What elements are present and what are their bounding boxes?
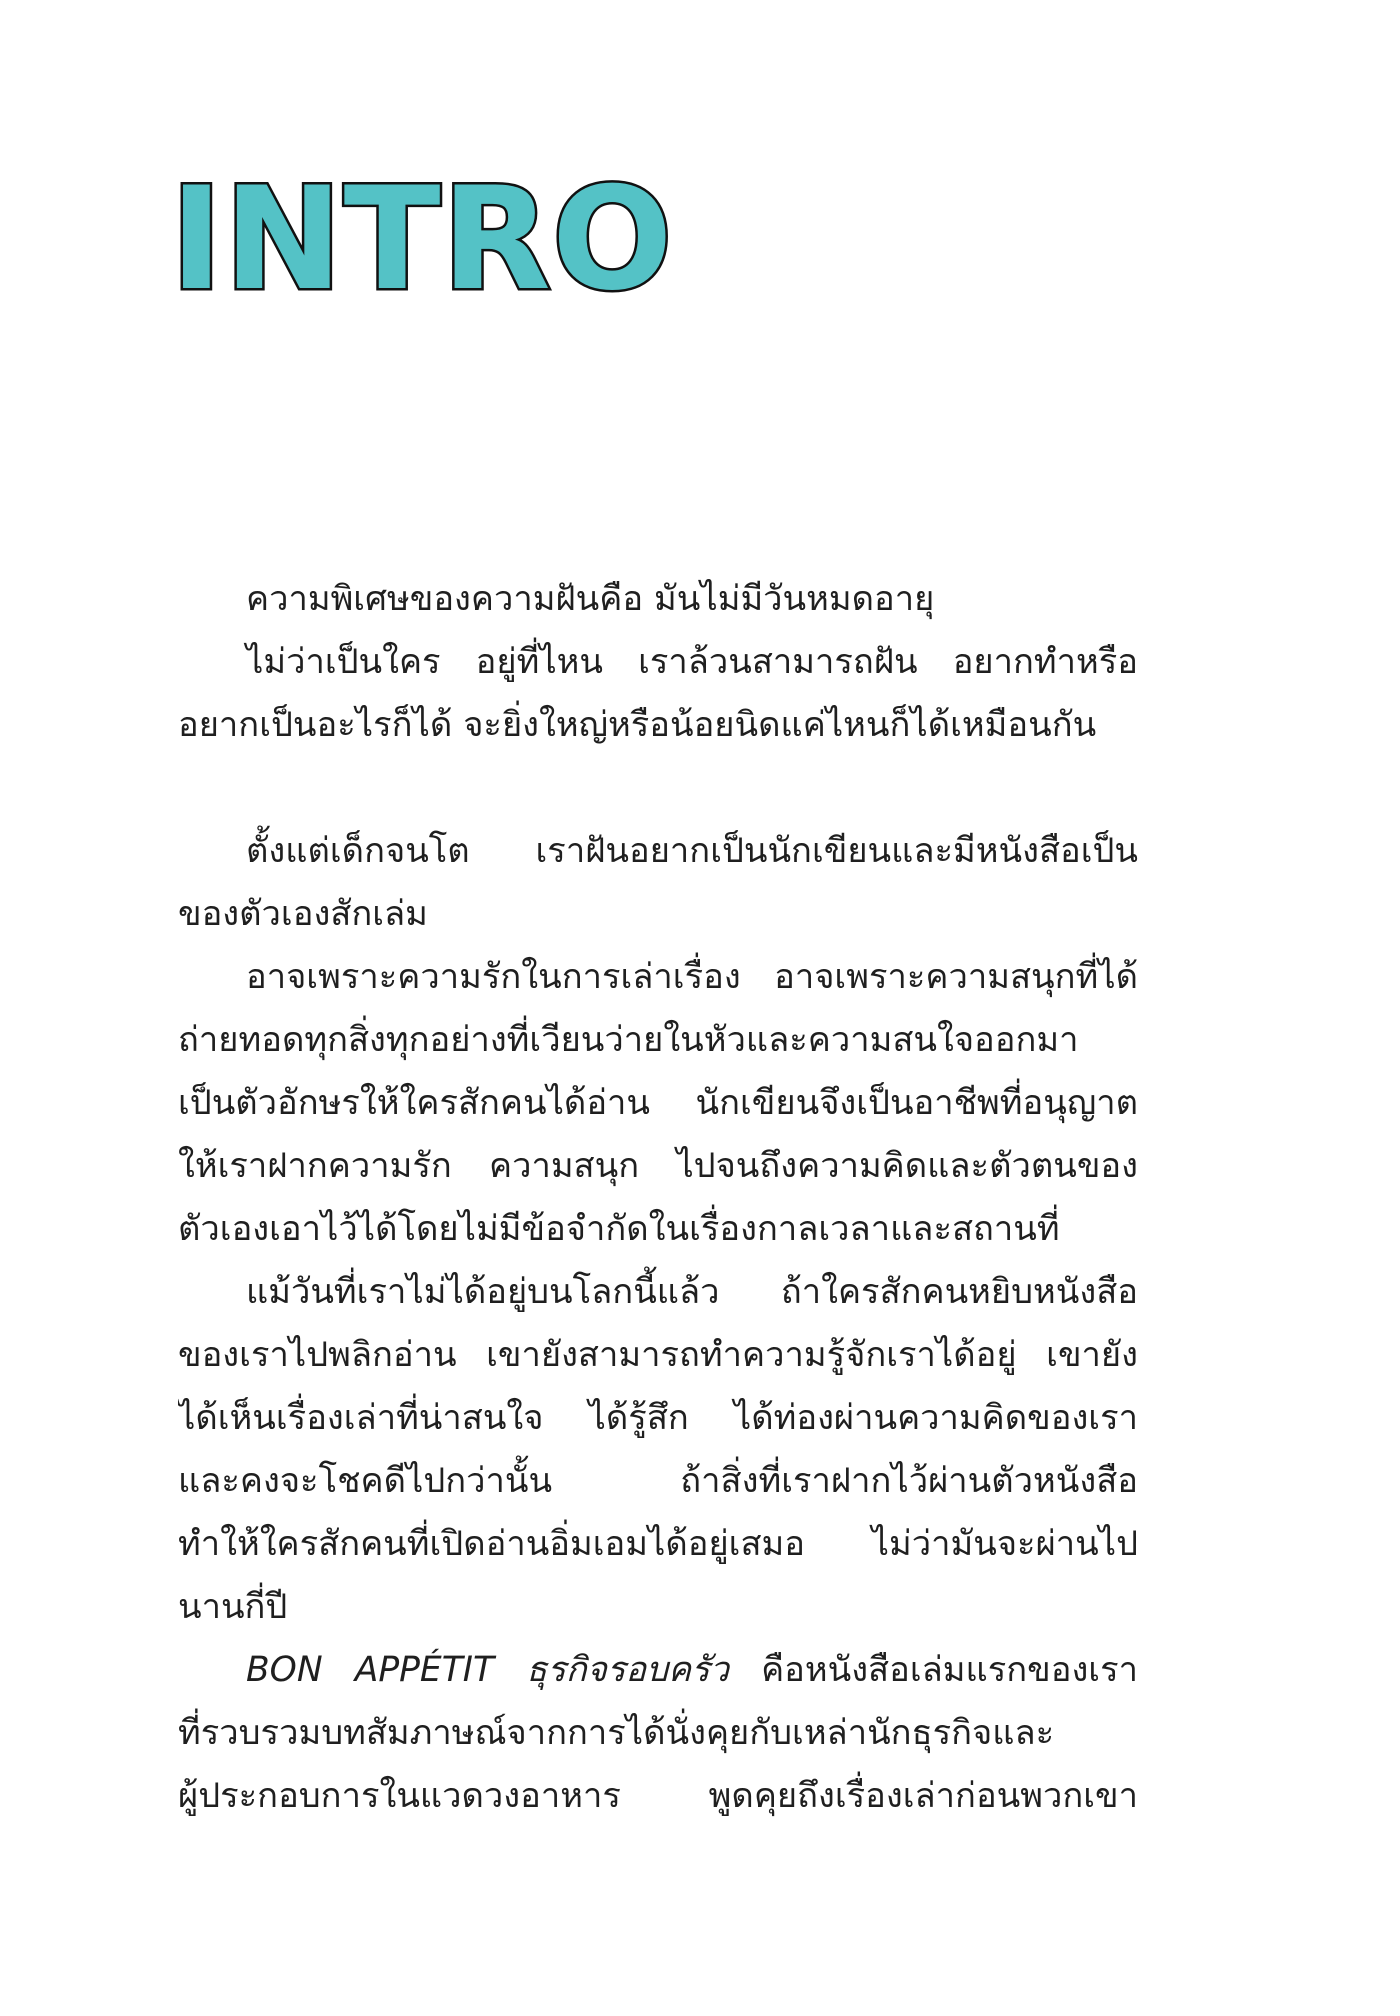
paragraph-5-line-2: ของเราไปพลิกอ่าน เขายังสามารถทำความรู้จักเราได้อยู่ เขายัง xyxy=(178,1335,1138,1375)
paragraph-5-line-4: และคงจะโชคดีไปกว่านั้น ถ้าสิ่งที่เราฝากไว้ผ่านตัวหนังสือ xyxy=(178,1461,1138,1501)
paragraph-5-line-6: นานกี่ปี xyxy=(178,1587,288,1627)
paragraph-6-line-2: ที่รวบรวมบทสัมภาษณ์จากการได้นั่งคุยกับเหล่านักธุรกิจและ xyxy=(178,1713,1055,1753)
paragraph-2-line-1: ไม่ว่าเป็นใคร อยู่ที่ไหน เราล้วนสามารถฝัน อยากทำหรือ xyxy=(246,642,1138,682)
paragraph-gap xyxy=(178,757,1138,820)
intro-title xyxy=(170,157,690,330)
paragraph-6-line-1-rest: คือหนังสือเล่มแรกของเรา xyxy=(761,1650,1138,1690)
paragraph-4-line-2: ถ่ายทอดทุกสิ่งทุกอย่างที่เวียนว่ายในหัวและความสนใจออกมา xyxy=(178,1020,1079,1060)
paragraph-6-line-3: ผู้ประกอบการในแวดวงอาหาร พูดคุยถึงเรื่องเล่าก่อนพวกเขา xyxy=(178,1776,1138,1816)
intro-body xyxy=(178,568,1138,1828)
paragraph-3-line-1: ตั้งแต่เด็กจนโต เราฝันอยากเป็นนักเขียนและมีหนังสือเป็น xyxy=(246,831,1138,871)
paragraph-4-line-3: เป็นตัวอักษรให้ใครสักคนได้อ่าน นักเขียนจึงเป็นอาชีพที่อนุญาต xyxy=(178,1083,1138,1123)
paragraph-4-line-4: ให้เราฝากความรัก ความสนุก ไปจนถึงความคิดและตัวตนของ xyxy=(178,1146,1138,1186)
paragraph-5-line-3: ได้เห็นเรื่องเล่าที่น่าสนใจ ได้รู้สึก ได้ท่องผ่านความคิดของเรา xyxy=(178,1398,1138,1438)
paragraph-2-line-2: อยากเป็นอะไรก็ได้ จะยิ่งใหญ่หรือน้อยนิดแค่ไหนก็ได้เหมือนกัน xyxy=(178,705,1097,745)
paragraph-4-line-1: อาจเพราะความรักในการเล่าเรื่อง อาจเพราะความสนุกที่ได้ xyxy=(246,957,1138,997)
intro-title-text: INTRO xyxy=(170,157,674,322)
paragraph-3-line-2: ของตัวเองสักเล่ม xyxy=(178,894,428,934)
paragraph-4-line-5: ตัวเองเอาไว้ได้โดยไม่มีข้อจำกัดในเรื่องกาลเวลาและสถานที่ xyxy=(178,1209,1060,1249)
paragraph-5-line-1: แม้วันที่เราไม่ได้อยู่บนโลกนี้แล้ว ถ้าใครสักคนหยิบหนังสือ xyxy=(246,1272,1138,1312)
book-title-en: BON APPÉTIT xyxy=(246,1650,495,1690)
book-title-th: ธุรกิจรอบครัว xyxy=(526,1650,729,1690)
paragraph-5-line-5: ทำให้ใครสักคนที่เปิดอ่านอิ่มเอมได้อยู่เสมอ ไม่ว่ามันจะผ่านไป xyxy=(178,1524,1138,1564)
paragraph-1-line-1: ความพิเศษของความฝันคือ มันไม่มีวันหมดอายุ xyxy=(246,579,935,619)
paragraph-6-line-1 xyxy=(178,1639,1138,1702)
